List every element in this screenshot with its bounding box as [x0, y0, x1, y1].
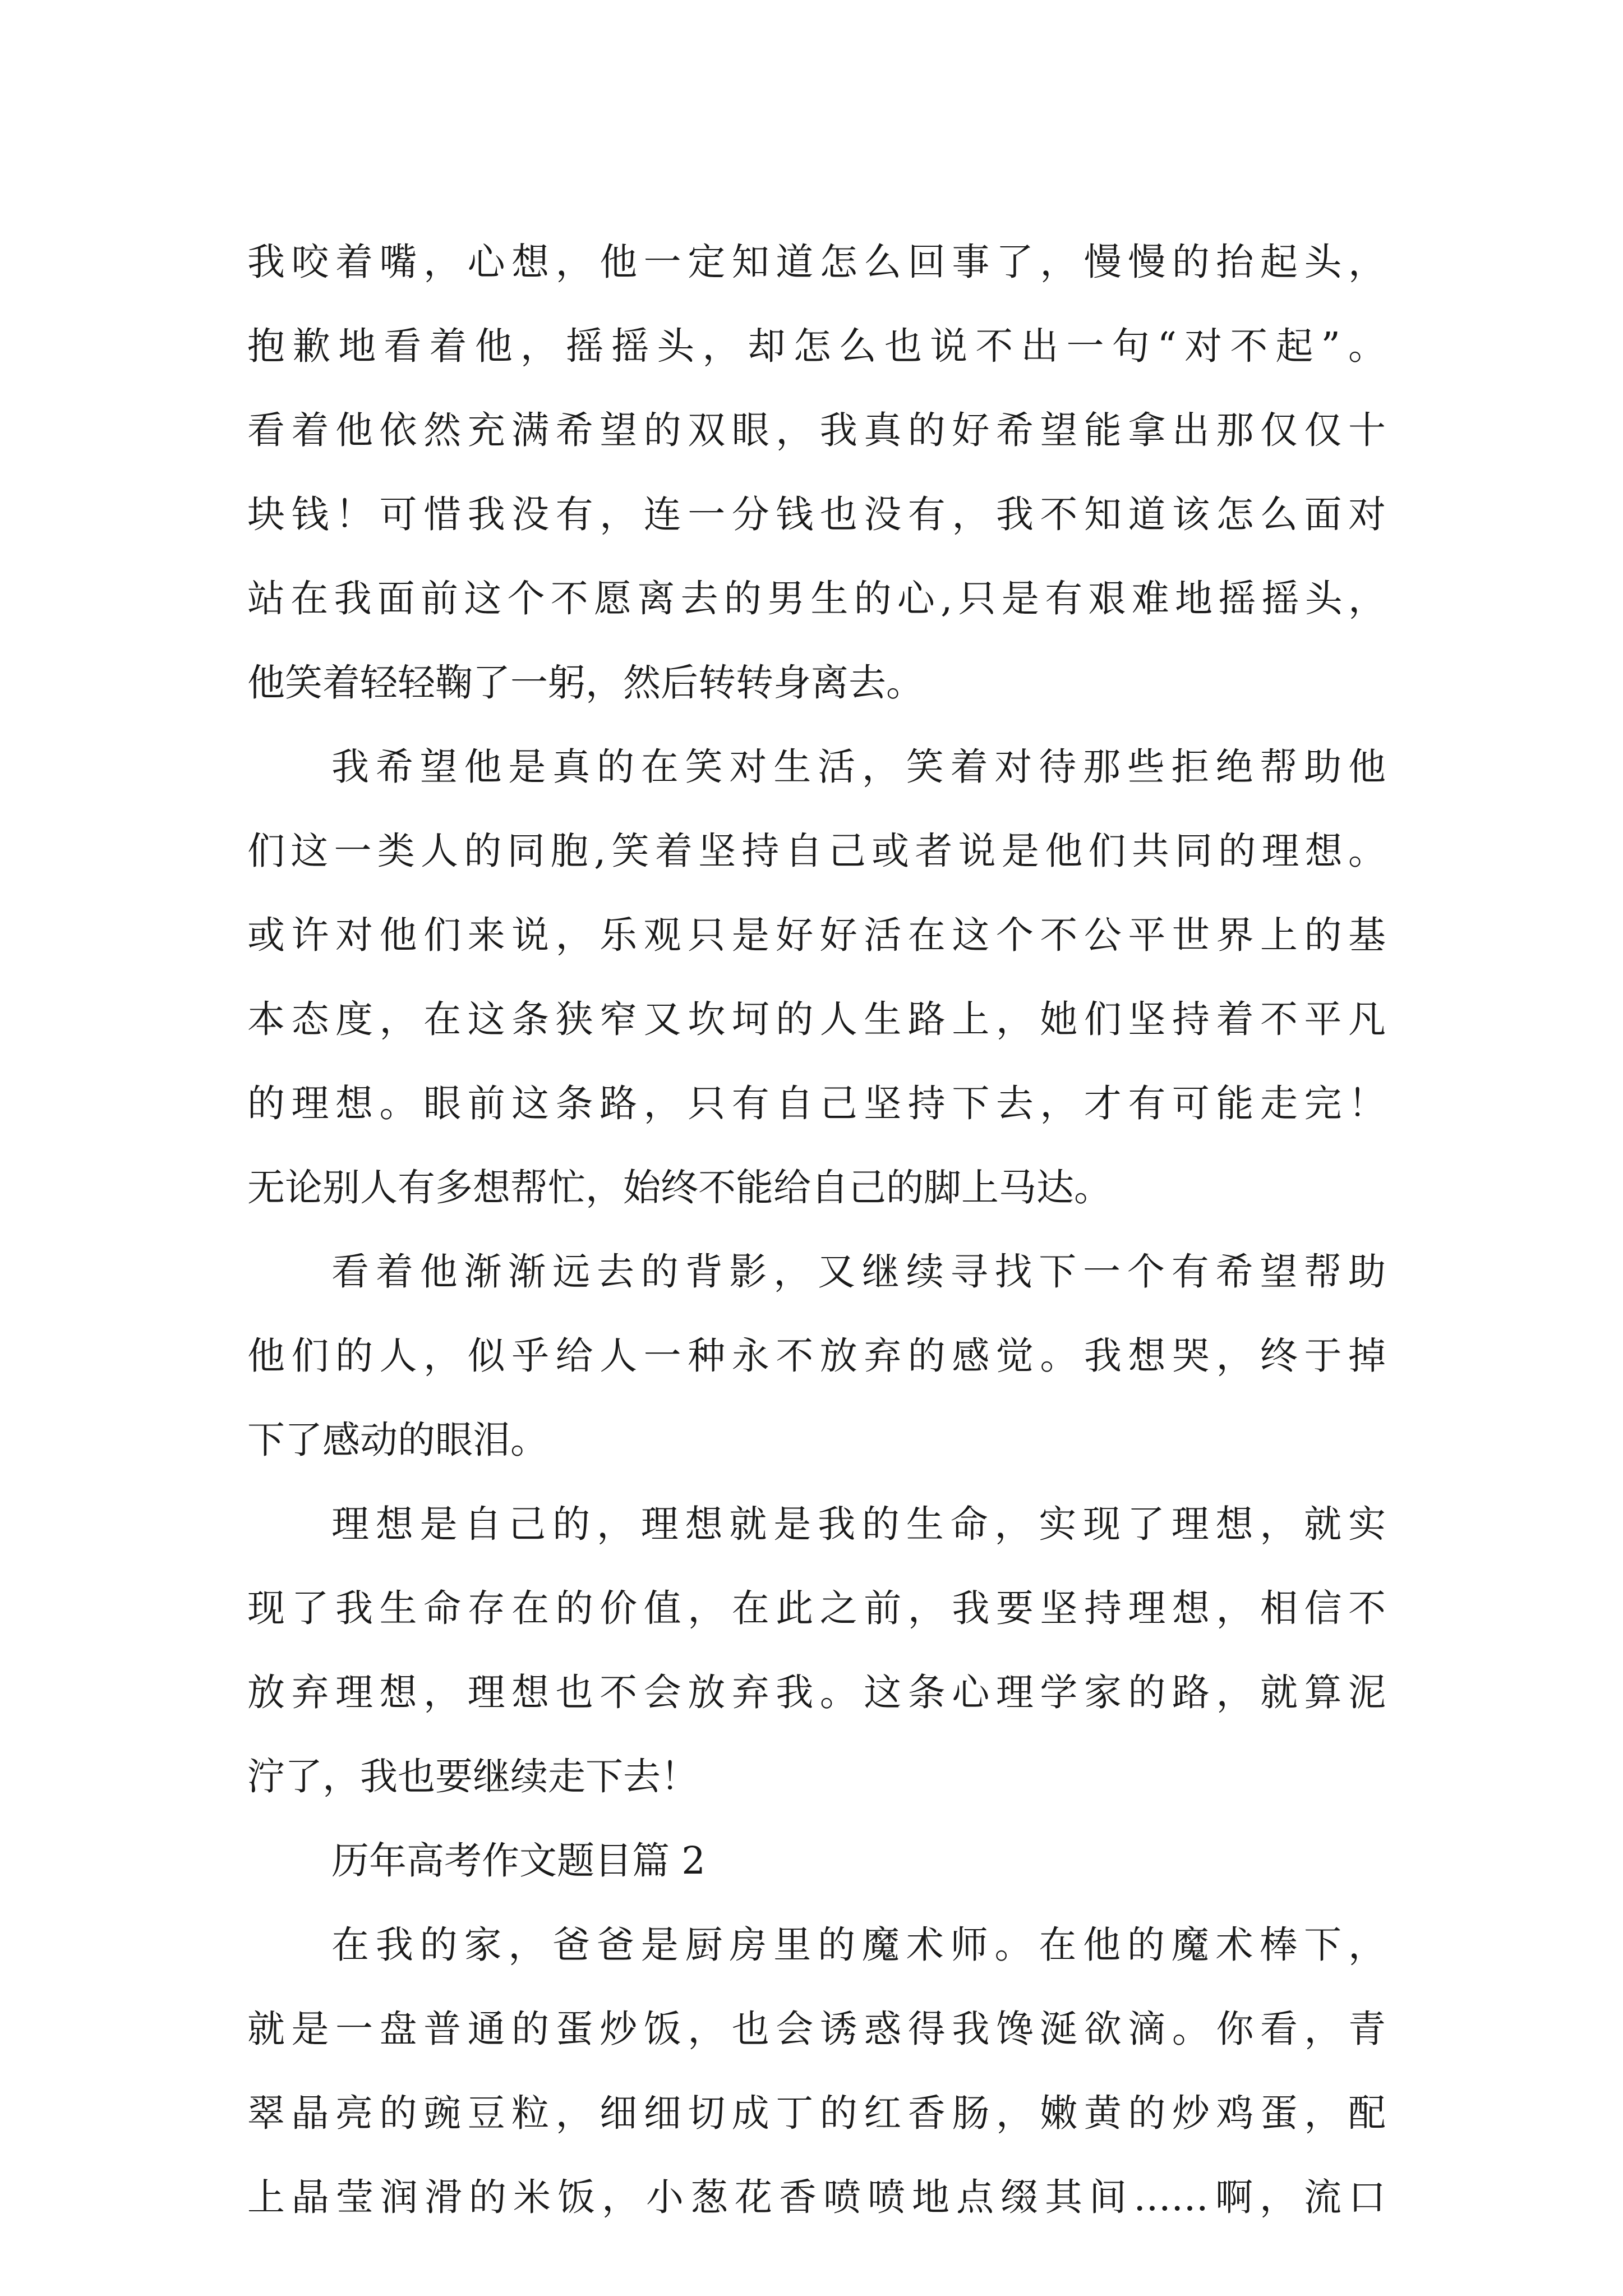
text-line: 放弃理想，理想也不会放弃我。这条心理学家的路，就算泥	[247, 1671, 1386, 1714]
text-line: 站在我面前这个不愿离去的男生的心,只是有艰难地摇摇头，	[247, 577, 1386, 620]
document-body	[247, 220, 1386, 2239]
text-line: 理想是自己的，理想就是我的生命，实现了理想，就实	[331, 1502, 1386, 1546]
text-line: 的理想。眼前这条路，只有自己坚持下去，才有可能走完！	[247, 1082, 1386, 1125]
section-heading: 历年高考作文题目篇 2	[331, 1839, 706, 1883]
text-line: 无论别人有多想帮忙，始终不能给自己的脚上马达。	[247, 1166, 1112, 1209]
text-line: 上晶莹润滑的米饭，小葱花香喷喷地点缀其间……啊，流口	[247, 2175, 1386, 2219]
text-line: 抱歉地看着他，摇摇头，却怎么也说不出一句“对不起”。	[247, 324, 1386, 368]
text-line: 看着他渐渐远去的背影，又继续寻找下一个有希望帮助	[331, 1250, 1386, 1294]
text-line: 翠晶亮的豌豆粒，细细切成丁的红香肠，嫩黄的炒鸡蛋，配	[247, 2091, 1386, 2135]
text-line: 块钱！可惜我没有，连一分钱也没有，我不知道该怎么面对	[247, 493, 1386, 536]
text-line: 就是一盘普通的蛋炒饭，也会诱惑得我馋涎欲滴。你看，青	[247, 2007, 1386, 2051]
text-line: 本态度，在这条狭窄又坎坷的人生路上，她们坚持着不平凡	[247, 997, 1386, 1041]
text-line: 看着他依然充满希望的双眼，我真的好希望能拿出那仅仅十	[247, 408, 1386, 452]
text-line: 下了感动的眼泪。	[247, 1418, 548, 1462]
text-line: 泞了，我也要继续走下去！	[247, 1755, 698, 1798]
text-line: 他们的人，似乎给人一种永不放弃的感觉。我想哭，终于掉	[247, 1334, 1386, 1378]
text-line: 或许对他们来说，乐观只是好好活在这个不公平世界上的基	[247, 913, 1386, 957]
text-line: 现了我生命存在的价值，在此之前，我要坚持理想，相信不	[247, 1586, 1386, 1630]
text-line: 我希望他是真的在笑对生活，笑着对待那些拒绝帮助他	[331, 745, 1386, 789]
text-line: 他笑着轻轻鞠了一躬，然后转转身离去。	[247, 661, 924, 705]
text-line: 我咬着嘴，心想，他一定知道怎么回事了，慢慢的抬起头，	[247, 240, 1386, 284]
text-line: 在我的家，爸爸是厨房里的魔术师。在他的魔术棒下，	[331, 1923, 1386, 1967]
text-line: 们这一类人的同胞,笑着坚持自己或者说是他们共同的理想。	[247, 829, 1386, 873]
